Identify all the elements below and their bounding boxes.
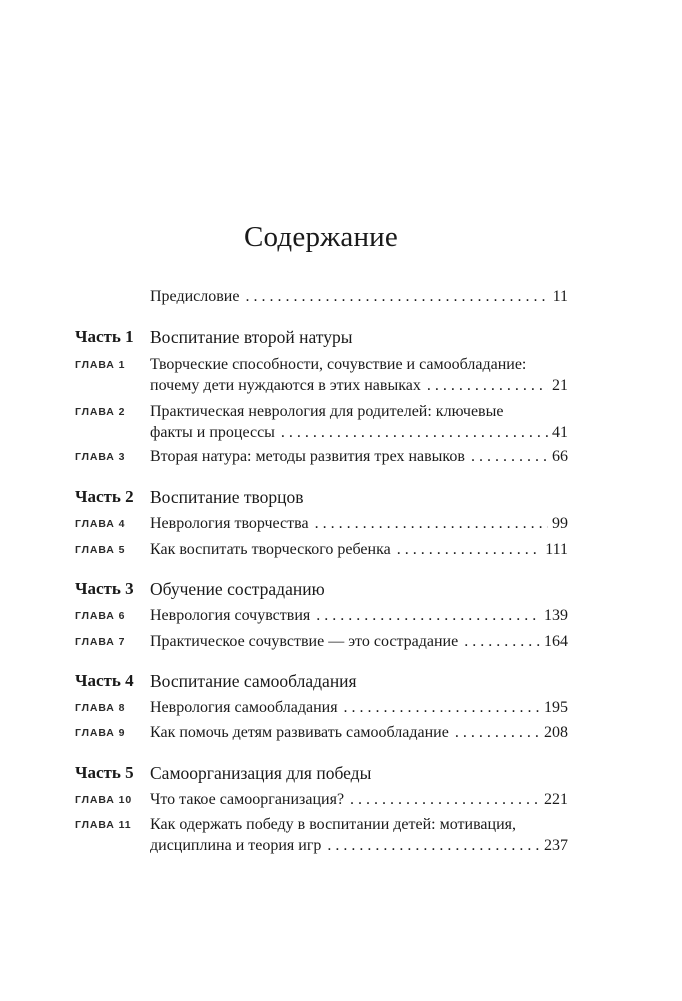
page-number: 11	[552, 288, 568, 305]
chapter-label: ГЛАВА 7	[75, 636, 126, 648]
toc-entry-chapter-10[interactable]	[150, 790, 568, 810]
chapter-title-line: дисциплина и теория игр	[150, 837, 322, 854]
dot-leader	[455, 723, 540, 743]
chapter-title-line[interactable]: Творческие способности, сочувствие и самообладание:	[150, 356, 527, 373]
chapter-title-line: факты и процессы	[150, 424, 275, 441]
toc-entry-chapter-1[interactable]	[150, 376, 568, 396]
part-title[interactable]: Воспитание творцов	[150, 487, 304, 507]
chapter-label: ГЛАВА 5	[75, 544, 126, 556]
chapter-title-line: Неврология сочувствия	[150, 607, 311, 624]
part-title[interactable]: Воспитание второй натуры	[150, 327, 353, 347]
chapter-label: ГЛАВА 11	[75, 819, 132, 831]
page-number: 41	[552, 424, 568, 441]
page-number: 221	[544, 791, 568, 808]
dot-leader	[315, 514, 548, 534]
page-number: 99	[552, 515, 568, 532]
toc-entry-chapter-5[interactable]	[150, 540, 568, 560]
chapter-title-line: Неврология творчества	[150, 515, 309, 532]
toc-entry-chapter-8[interactable]	[150, 698, 568, 718]
entry-title: Предисловие	[150, 288, 240, 305]
part-label: Часть 5	[75, 763, 134, 782]
chapter-title-line: Практическое сочувствие — это сострадание	[150, 633, 459, 650]
dot-leader	[281, 423, 548, 443]
chapter-title-line: Что такое самоорганизация?	[150, 791, 345, 808]
part-label: Часть 3	[75, 579, 134, 598]
toc-entry-preface[interactable]	[150, 287, 568, 307]
chapter-label: ГЛАВА 4	[75, 518, 126, 530]
dot-leader	[350, 790, 540, 810]
dot-leader	[427, 376, 548, 396]
page-number: 208	[544, 724, 568, 741]
page-title: Содержание	[244, 221, 398, 253]
chapter-title-line: Неврология самообладания	[150, 699, 338, 716]
chapter-title-line: Вторая натура: методы развития трех навыков	[150, 448, 465, 465]
chapter-label: ГЛАВА 10	[75, 794, 133, 806]
dot-leader	[327, 836, 540, 856]
chapter-label: ГЛАВА 6	[75, 610, 126, 622]
chapter-label: ГЛАВА 9	[75, 727, 126, 739]
chapter-title-line: Как помочь детям развивать самообладание	[150, 724, 449, 741]
part-label: Часть 1	[75, 327, 134, 346]
part-title[interactable]: Самоорганизация для победы	[150, 763, 372, 783]
part-title[interactable]: Воспитание самообладания	[150, 671, 357, 691]
page-number: 139	[544, 607, 568, 624]
page-number: 237	[544, 837, 568, 854]
dot-leader	[397, 540, 541, 560]
toc-entry-chapter-4[interactable]	[150, 514, 568, 534]
page-number: 111	[545, 541, 568, 558]
page-number: 21	[552, 377, 568, 394]
part-title[interactable]: Обучение состраданию	[150, 579, 325, 599]
toc-entry-chapter-7[interactable]	[150, 632, 568, 652]
chapter-title-line[interactable]: Как одержать победу в воспитании детей: мотивация,	[150, 816, 517, 833]
chapter-label: ГЛАВА 3	[75, 451, 126, 463]
toc-entry-chapter-9[interactable]	[150, 723, 568, 743]
chapter-label: ГЛАВА 2	[75, 406, 126, 418]
toc-entry-chapter-6[interactable]	[150, 606, 568, 626]
dot-leader	[464, 632, 540, 652]
toc-entry-chapter-3[interactable]	[150, 447, 568, 467]
chapter-label: ГЛАВА 8	[75, 702, 126, 714]
page-number: 66	[552, 448, 568, 465]
toc-entry-chapter-2[interactable]	[150, 423, 568, 443]
dot-leader	[471, 447, 548, 467]
chapter-title-line: почему дети нуждаются в этих навыках	[150, 377, 421, 394]
toc-entry-chapter-11[interactable]	[150, 836, 568, 856]
dot-leader	[316, 606, 540, 626]
dot-leader	[245, 287, 548, 307]
chapter-title-line[interactable]: Практическая неврология для родителей: ключевые	[150, 403, 504, 420]
page-number: 164	[544, 633, 568, 650]
dot-leader	[344, 698, 540, 718]
chapter-label: ГЛАВА 1	[75, 359, 126, 371]
chapter-title-line: Как воспитать творческого ребенка	[150, 541, 391, 558]
page-number: 195	[544, 699, 568, 716]
part-label: Часть 4	[75, 671, 134, 690]
part-label: Часть 2	[75, 487, 134, 506]
